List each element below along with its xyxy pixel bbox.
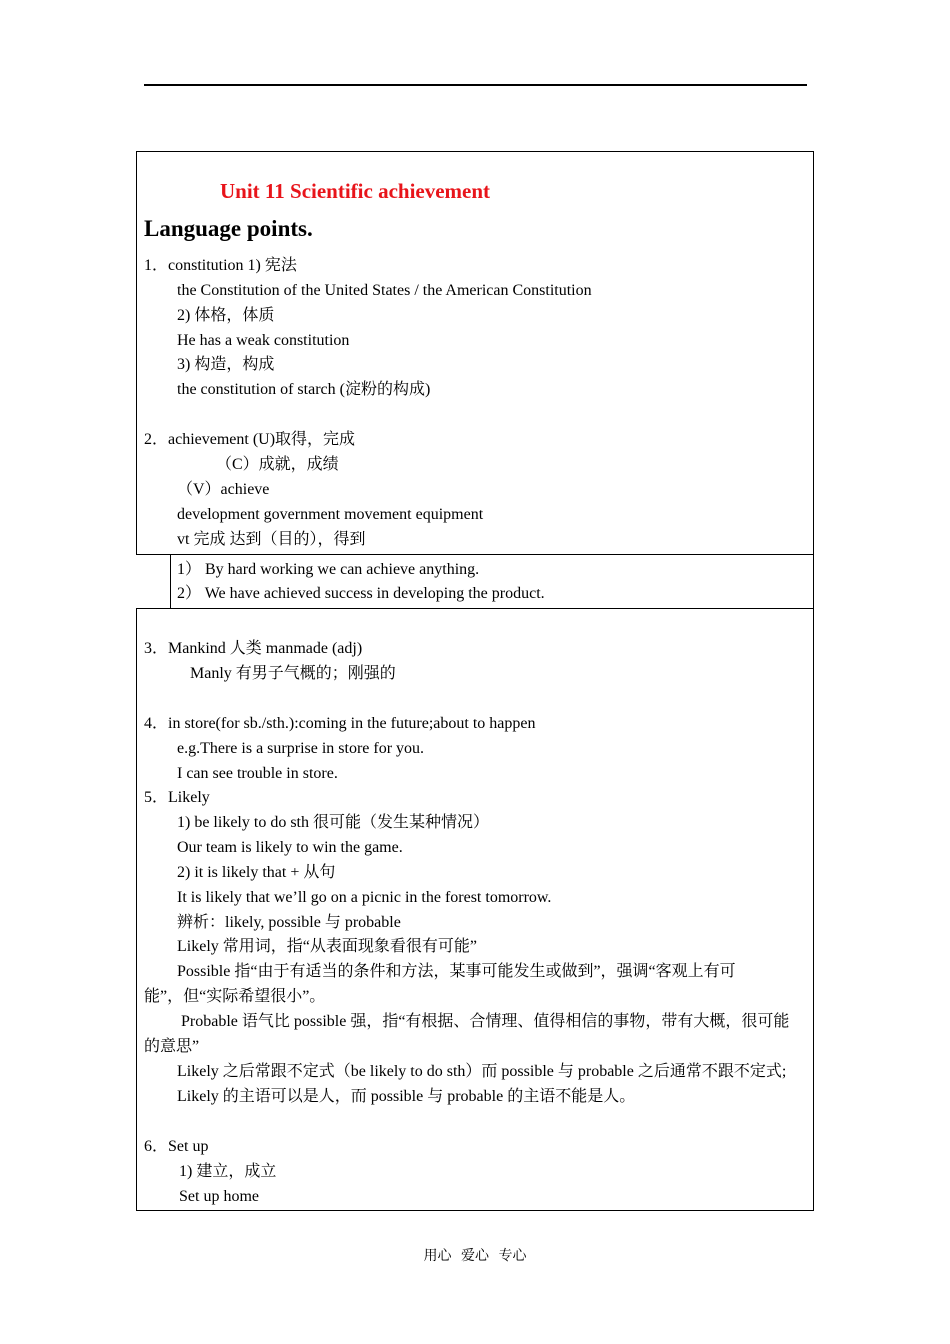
point-5-line-6: 辨析：likely, possible 与 probable (177, 914, 401, 931)
point-2-line-4: development government movement equipment (177, 506, 484, 523)
point-5-line-8b: 能”，但“实际希望很小”。 (144, 988, 326, 1005)
point-1-line-6: the constitution of starch (淀粉的构成) (177, 381, 431, 398)
point-5-line-11: Likely 的主语可以是人，而 possible 与 probable 的主语不能是人。 (177, 1088, 636, 1105)
header-rule (144, 84, 807, 86)
point-5-line-3: Our team is likely to win the game. (177, 839, 403, 856)
point-1-line-5: 3) 构造，构成 (177, 356, 275, 373)
example-1: 1） By hard working we can achieve anything. (177, 561, 480, 578)
point-6-line-3: Set up home (179, 1188, 259, 1205)
point-5-line-9a: Probable 语气比 possible 强，指“有根据、合情理、值得相信的事物，带有大概，很可能 (181, 1013, 790, 1030)
point-4-line-3: I can see trouble in store. (177, 765, 338, 782)
point-1-line-3: 2) 体格，体质 (177, 307, 275, 324)
page-footer: 用心 爱心 专心 (423, 1249, 527, 1264)
point-4-line-2: e.g.There is a surprise in store for you. (177, 740, 425, 757)
point-5-line-9b: 的意思” (144, 1038, 200, 1055)
point-2-line-2: （C）成就，成绩 (216, 456, 339, 473)
point-5-line-4: 2) it is likely that + 从句 (177, 864, 336, 881)
point-3-line-2: Manly 有男子气概的；刚强的 (190, 665, 396, 682)
point-4-in-store: 4．in store(for sb./sth.):coming in the future;about to happen (144, 715, 536, 732)
point-2-line-3: （V）achieve (177, 481, 270, 498)
point-3-mankind: 3．Mankind 人类 manmade (adj) (144, 640, 363, 657)
point-6-set-up: 6．Set up (144, 1138, 209, 1155)
notes-box-bottom (136, 608, 814, 1211)
point-5-line-7: Likely 常用词，指“从表面现象看很有可能” (177, 938, 477, 955)
section-heading: Language points. (144, 216, 313, 241)
point-1-line-2: the Constitution of the United States / the American Constitution (177, 282, 592, 299)
point-5-line-10: Likely 之后常跟不定式（be likely to do sth）而 possible 与 probable 之后通常不跟不定式; (177, 1063, 787, 1080)
point-5-line-5: It is likely that we’ll go on a picnic in the forest tomorrow. (177, 889, 552, 906)
example-2: 2） We have achieved success in developing the product. (177, 585, 545, 602)
point-1-constitution: 1．constitution 1) 宪法 (144, 257, 297, 274)
point-2-line-5: vt 完成 达到（目的），得到 (177, 531, 366, 548)
point-6-line-2: 1) 建立，成立 (179, 1163, 277, 1180)
point-2-achievement: 2．achievement (U)取得，完成 (144, 431, 356, 448)
point-5-line-2: 1) be likely to do sth 很可能（发生某种情况） (177, 814, 489, 831)
unit-title: Unit 11 Scientific achievement (220, 179, 491, 203)
point-5-line-8a: Possible 指“由于有适当的条件和方法，某事可能发生或做到”，强调“客观上有可 (177, 963, 736, 980)
point-5-likely: 5．Likely (144, 789, 210, 806)
point-1-line-4: He has a weak constitution (177, 332, 350, 349)
